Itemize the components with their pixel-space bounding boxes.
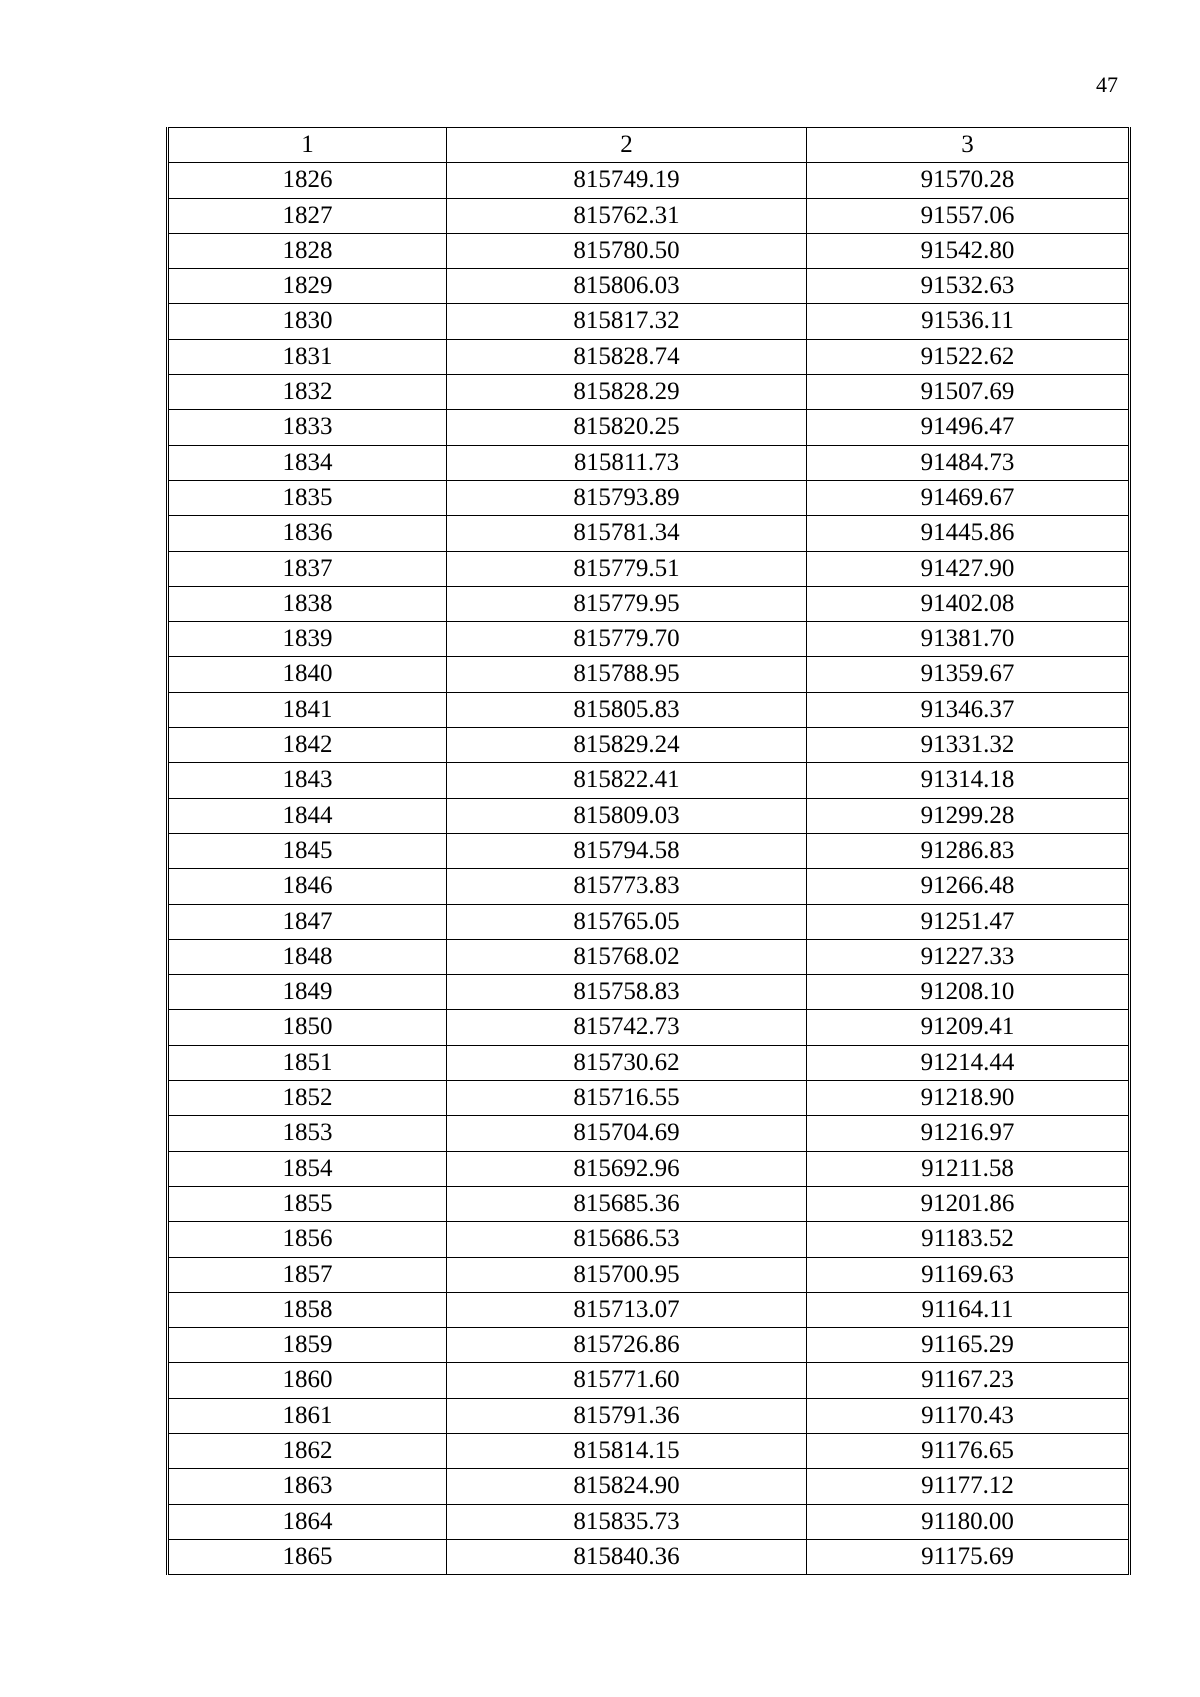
table-row [168,939,1130,974]
table-row [168,1539,1130,1574]
table-row [168,375,1130,410]
table-cell-col-3: 91536.11 [807,304,1130,339]
table-cell-col-3: 91251.47 [807,904,1130,939]
table-cell-col-1: 1839 [168,622,447,657]
table-cell-col-2: 815779.51 [447,551,807,586]
table-row [168,1433,1130,1468]
table-cell-col-2: 815700.95 [447,1257,807,1292]
table-cell-col-3: 91175.69 [807,1539,1130,1574]
table-cell-col-1: 1863 [168,1469,447,1504]
table-cell-col-3: 91286.83 [807,833,1130,868]
table-cell-col-2: 815780.50 [447,233,807,268]
table-cell-col-3: 91177.12 [807,1469,1130,1504]
table-cell-col-3: 91176.65 [807,1433,1130,1468]
table-cell-col-2: 815773.83 [447,869,807,904]
table-cell-col-3: 91507.69 [807,375,1130,410]
table-cell-col-1: 1836 [168,516,447,551]
table-cell-col-2: 815713.07 [447,1292,807,1327]
table-cell-col-1: 1838 [168,586,447,621]
table-cell-col-3: 91180.00 [807,1504,1130,1539]
table-row [168,622,1130,657]
table-cell-col-1: 1846 [168,869,447,904]
table-cell-col-2: 815758.83 [447,975,807,1010]
table-row [168,198,1130,233]
table-cell-col-1: 1856 [168,1222,447,1257]
table-cell-col-1: 1848 [168,939,447,974]
table-cell-col-3: 91314.18 [807,763,1130,798]
table-cell-col-3: 91469.67 [807,480,1130,515]
table-cell-col-3: 91211.58 [807,1151,1130,1186]
table-cell-col-1: 1851 [168,1045,447,1080]
table-cell-col-1: 1837 [168,551,447,586]
table-cell-col-1: 1849 [168,975,447,1010]
page-number: 47 [1096,72,1118,97]
table-row [168,1504,1130,1539]
table-cell-col-3: 91542.80 [807,233,1130,268]
table-cell-col-1: 1847 [168,904,447,939]
table-row [168,445,1130,480]
coordinates-table [166,127,1131,1575]
table-cell-col-3: 91183.52 [807,1222,1130,1257]
table-body [168,163,1130,1575]
table-cell-col-1: 1844 [168,798,447,833]
table-header-row [168,128,1130,163]
table-row [168,1116,1130,1151]
table-row [168,1469,1130,1504]
table-cell-col-2: 815828.74 [447,339,807,374]
table-row [168,269,1130,304]
table-cell-col-2: 815814.15 [447,1433,807,1468]
table-cell-col-2: 815692.96 [447,1151,807,1186]
table-cell-col-1: 1842 [168,728,447,763]
table-row [168,339,1130,374]
table-cell-col-3: 91522.62 [807,339,1130,374]
table-row [168,551,1130,586]
table-row [168,1081,1130,1116]
table-cell-col-2: 815771.60 [447,1363,807,1398]
table-cell-col-3: 91227.33 [807,939,1130,974]
table-cell-col-1: 1861 [168,1398,447,1433]
table-cell-col-3: 91164.11 [807,1292,1130,1327]
table-row [168,728,1130,763]
table-cell-col-3: 91346.37 [807,692,1130,727]
table-cell-col-2: 815781.34 [447,516,807,551]
table-row [168,304,1130,339]
table-row [168,904,1130,939]
table-row [168,1363,1130,1398]
table-cell-col-3: 91266.48 [807,869,1130,904]
table-cell-col-2: 815791.36 [447,1398,807,1433]
table-cell-col-2: 815749.19 [447,163,807,198]
table-cell-col-2: 815686.53 [447,1222,807,1257]
table-cell-col-1: 1858 [168,1292,447,1327]
table-row [168,586,1130,621]
table-row [168,516,1130,551]
table-cell-col-1: 1840 [168,657,447,692]
table-cell-col-2: 815765.05 [447,904,807,939]
table-cell-col-1: 1865 [168,1539,447,1574]
table-cell-col-2: 815742.73 [447,1010,807,1045]
table-cell-col-2: 815806.03 [447,269,807,304]
table-row [168,1222,1130,1257]
table-cell-col-2: 815809.03 [447,798,807,833]
table-cell-col-2: 815779.70 [447,622,807,657]
table-cell-col-3: 91216.97 [807,1116,1130,1151]
table-cell-col-1: 1835 [168,480,447,515]
table-cell-col-3: 91402.08 [807,586,1130,621]
table-row [168,1292,1130,1327]
table-cell-col-2: 815793.89 [447,480,807,515]
table-cell-col-2: 815811.73 [447,445,807,480]
table-cell-col-1: 1859 [168,1328,447,1363]
table-cell-col-1: 1831 [168,339,447,374]
table-cell-col-2: 815840.36 [447,1539,807,1574]
table-cell-col-2: 815835.73 [447,1504,807,1539]
table-cell-col-2: 815820.25 [447,410,807,445]
table-cell-col-1: 1843 [168,763,447,798]
table-cell-col-3: 91218.90 [807,1081,1130,1116]
table-row [168,1151,1130,1186]
table-cell-col-3: 91167.23 [807,1363,1130,1398]
table-cell-col-1: 1845 [168,833,447,868]
table-cell-col-3: 91570.28 [807,163,1130,198]
table-row [168,163,1130,198]
table-cell-col-1: 1855 [168,1186,447,1221]
table-cell-col-3: 91331.32 [807,728,1130,763]
table-row [168,1186,1130,1221]
table-cell-col-2: 815805.83 [447,692,807,727]
table-cell-col-2: 815822.41 [447,763,807,798]
table-cell-col-3: 91532.63 [807,269,1130,304]
table-row [168,410,1130,445]
table-cell-col-1: 1854 [168,1151,447,1186]
table-cell-col-1: 1864 [168,1504,447,1539]
table-row [168,869,1130,904]
table-cell-col-1: 1853 [168,1116,447,1151]
table-cell-col-2: 815817.32 [447,304,807,339]
table-cell-col-2: 815829.24 [447,728,807,763]
table-cell-col-2: 815716.55 [447,1081,807,1116]
table-row [168,480,1130,515]
table-cell-col-1: 1841 [168,692,447,727]
table-cell-col-2: 815824.90 [447,1469,807,1504]
table-cell-col-1: 1833 [168,410,447,445]
table-cell-col-3: 91209.41 [807,1010,1130,1045]
table-cell-col-1: 1852 [168,1081,447,1116]
table-row [168,1010,1130,1045]
table-row [168,1045,1130,1080]
table-cell-col-2: 815726.86 [447,1328,807,1363]
table-cell-col-3: 91299.28 [807,798,1130,833]
table-cell-col-3: 91170.43 [807,1398,1130,1433]
table-cell-col-2: 815730.62 [447,1045,807,1080]
table-cell-col-3: 91165.29 [807,1328,1130,1363]
table-cell-col-2: 815794.58 [447,833,807,868]
table-cell-col-3: 91169.63 [807,1257,1130,1292]
table-cell-col-3: 91208.10 [807,975,1130,1010]
table-cell-col-2: 815788.95 [447,657,807,692]
table-cell-col-3: 91484.73 [807,445,1130,480]
table-cell-col-1: 1857 [168,1257,447,1292]
table-cell-col-2: 815704.69 [447,1116,807,1151]
table-row [168,833,1130,868]
table-row [168,1398,1130,1433]
table-cell-col-1: 1860 [168,1363,447,1398]
table-row [168,798,1130,833]
table-row [168,233,1130,268]
table-cell-col-1: 1834 [168,445,447,480]
table-cell-col-1: 1862 [168,1433,447,1468]
table-cell-col-2: 815685.36 [447,1186,807,1221]
table-cell-col-3: 91427.90 [807,551,1130,586]
table-row [168,1328,1130,1363]
table-cell-col-3: 91381.70 [807,622,1130,657]
column-header-3: 3 [807,128,1130,163]
table-cell-col-1: 1850 [168,1010,447,1045]
table-row [168,657,1130,692]
table-cell-col-1: 1830 [168,304,447,339]
table-cell-col-3: 91359.67 [807,657,1130,692]
table-cell-col-1: 1827 [168,198,447,233]
table-row [168,975,1130,1010]
table-row [168,763,1130,798]
table-row [168,692,1130,727]
table-cell-col-2: 815828.29 [447,375,807,410]
table-cell-col-3: 91445.86 [807,516,1130,551]
column-header-2: 2 [447,128,807,163]
table-cell-col-2: 815768.02 [447,939,807,974]
table-cell-col-2: 815762.31 [447,198,807,233]
table-cell-col-1: 1829 [168,269,447,304]
table-cell-col-3: 91214.44 [807,1045,1130,1080]
table-row [168,1257,1130,1292]
table-cell-col-3: 91557.06 [807,198,1130,233]
table-cell-col-1: 1826 [168,163,447,198]
table-cell-col-2: 815779.95 [447,586,807,621]
table-cell-col-1: 1828 [168,233,447,268]
table-cell-col-1: 1832 [168,375,447,410]
table-cell-col-3: 91201.86 [807,1186,1130,1221]
table-cell-col-3: 91496.47 [807,410,1130,445]
column-header-1: 1 [168,128,447,163]
